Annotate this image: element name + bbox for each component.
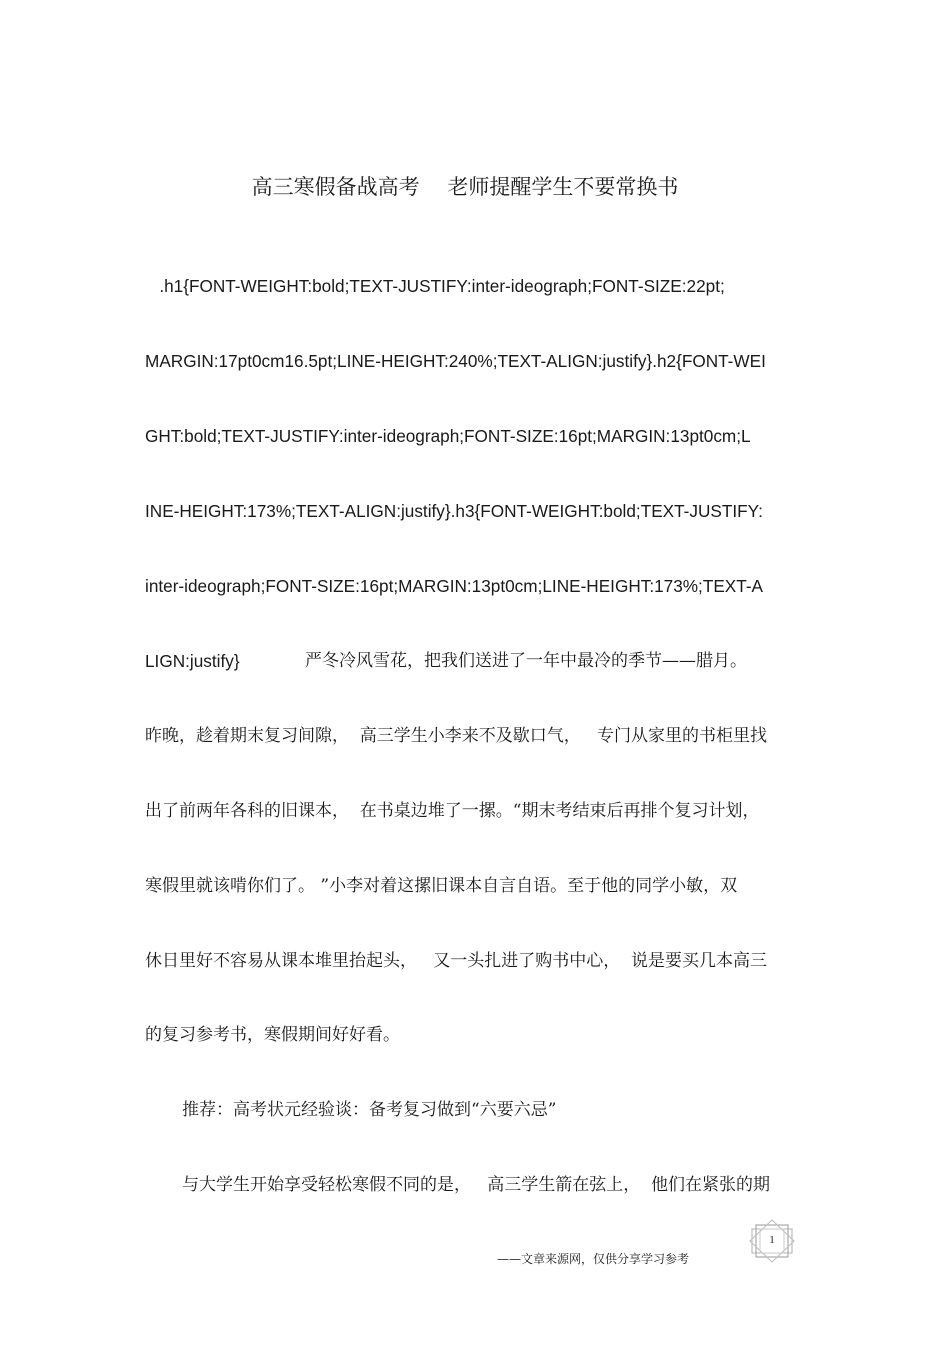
body-line-7: 昨晚，趁着期末复习间隙， 高三学生小李来不及歇口气， 专门从家里的书柜里找 bbox=[145, 726, 768, 746]
page-number: 1 bbox=[769, 1234, 775, 1246]
footer-source-note: ——文章来源网，仅供分享学习参考 bbox=[497, 1252, 690, 1266]
body-line-css-3: GHT:bold;TEXT-JUSTIFY:inter-ideograph;FONT-SIZE:16pt;MARGIN:13pt0cm;L bbox=[145, 426, 751, 446]
body-line-css-1: .h1{FONT-WEIGHT:bold;TEXT-JUSTIFY:inter-ideograph;FONT-SIZE:22pt; bbox=[145, 276, 725, 296]
recommend-link[interactable]: 推荐：高考状元经验谈：备考复习做到“六要六忌” bbox=[182, 1100, 557, 1120]
body-line-10: 休日里好不容易从课本堆里抬起头， 又一头扎进了购书中心， 说是要买几本高三 bbox=[145, 951, 768, 971]
body-line-9: 寒假里就该啃你们了。 ”小李对着这摞旧课本自言自语。至于他的同学小敏，双 bbox=[145, 876, 738, 896]
page-number-badge bbox=[748, 1219, 796, 1263]
body-line-11: 的复习参考书，寒假期间好好看。 bbox=[145, 1025, 400, 1045]
body-line-css-4: INE-HEIGHT:173%;TEXT-ALIGN:justify}.h3{FONT-WEIGHT:bold;TEXT-JUSTIFY: bbox=[145, 501, 763, 521]
body-line-css-2: MARGIN:17pt0cm16.5pt;LINE-HEIGHT:240%;TEXT-ALIGN:justify}.h2{FONT-WEI bbox=[145, 351, 766, 371]
body-line-8: 出了前两年各科的旧课本， 在书桌边堆了一摞。“期末考结束后再排个复习计划， bbox=[145, 801, 760, 821]
body-line-paragraph-start: 严冬冷风雪花，把我们送进了一年中最冷的季节——腊月。 bbox=[305, 651, 747, 671]
document-title: 高三寒假备战高考 老师提醒学生不要常换书 bbox=[251, 175, 679, 199]
body-line-13: 与大学生开始享受轻松寒假不同的是， 高三学生箭在弦上， 他们在紧张的期 bbox=[182, 1175, 771, 1195]
body-line-css-6: LIGN:justify} bbox=[145, 651, 240, 671]
body-line-css-5: inter-ideograph;FONT-SIZE:16pt;MARGIN:13pt0cm;LINE-HEIGHT:173%;TEXT-A bbox=[145, 576, 764, 596]
